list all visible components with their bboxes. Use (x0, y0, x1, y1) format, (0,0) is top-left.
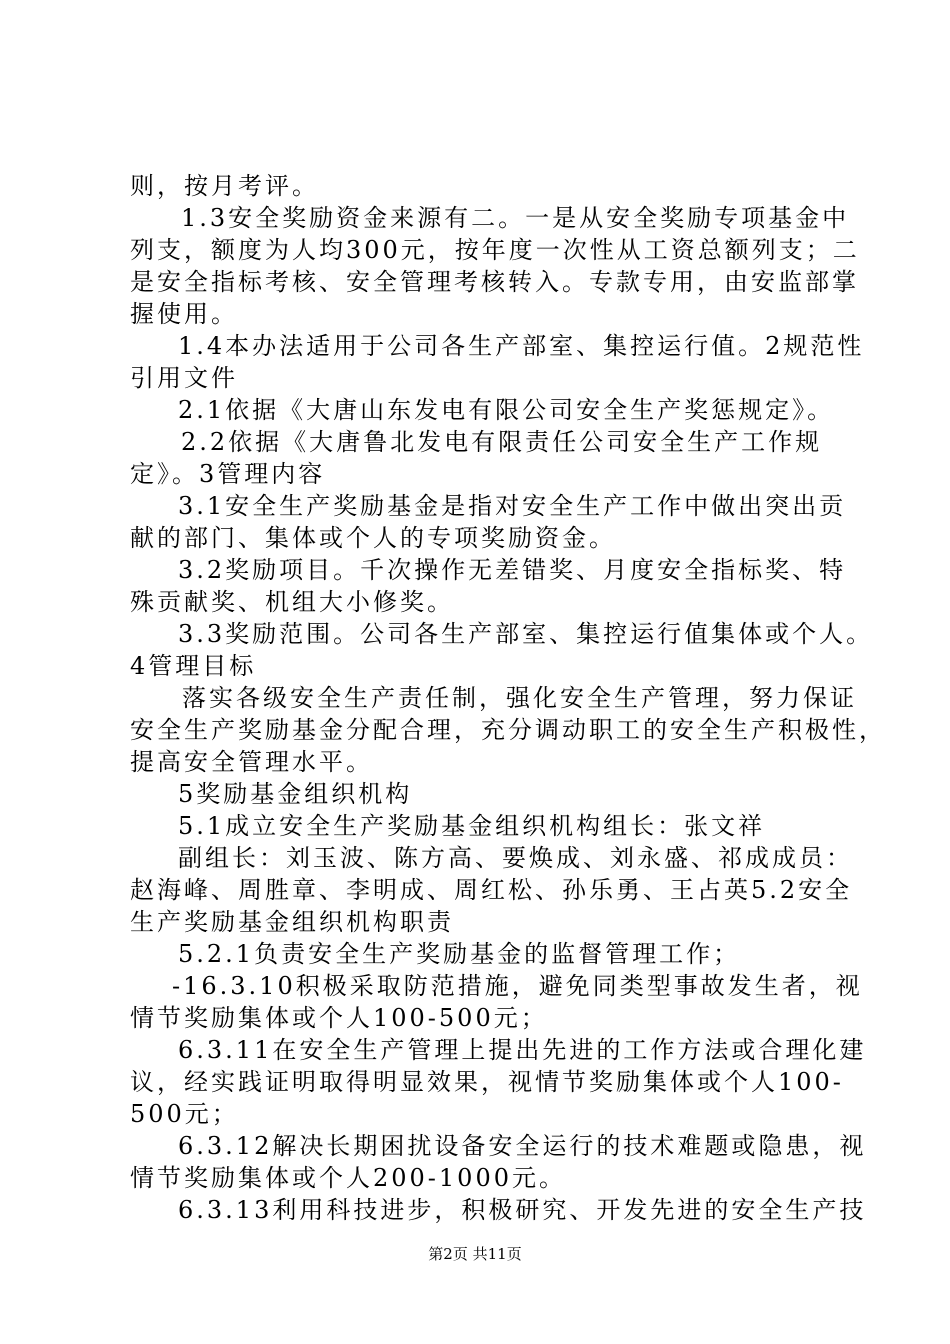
text-line: 5.2.1负责安全生产奖励基金的监督管理工作； (178, 940, 741, 968)
text-line: 引用文件 (130, 364, 238, 392)
text-line: 6.3.12解决长期困扰设备安全运行的技术难题或隐患，视 (178, 1132, 867, 1160)
text-line: -16.3.10积极采取防范措施，避免同类型事故发生者，视 (172, 972, 863, 1000)
text-line: 生产奖励基金组织机构职责 (130, 908, 454, 936)
text-line: 殊贡献奖、机组大小修奖。 (130, 588, 454, 616)
text-line: 列支，额度为人均300元，按年度一次性从工资总额列支；二 (130, 236, 860, 264)
text-line: 3.2奖励项目。千次操作无差错奖、月度安全指标奖、特 (178, 556, 847, 584)
text-line: 3.1安全生产奖励基金是指对安全生产工作中做出突出贡 (178, 492, 847, 520)
text-line: 安全生产奖励基金分配合理，充分调动职工的安全生产积极性， (130, 716, 886, 744)
text-line: 则，按月考评。 (130, 172, 319, 200)
text-line: 落实各级安全生产责任制，强化安全生产管理，努力保证 (182, 684, 857, 712)
text-line: 6.3.13利用科技进步，积极研究、开发先进的安全生产技 (178, 1196, 867, 1224)
text-line: 2.1依据《大唐山东发电有限公司安全生产奖惩规定》。 (178, 396, 835, 424)
text-line: 情节奖励集体或个人100-500元； (130, 1004, 548, 1032)
text-line: 情节奖励集体或个人200-1000元。 (130, 1164, 566, 1192)
text-line: 定》。3管理内容 (130, 460, 326, 488)
text-line: 5.1成立安全生产奖励基金组织机构组长：张文祥 (178, 812, 766, 840)
text-line: 5奖励基金组织机构 (178, 780, 413, 808)
text-line: 1.4本办法适用于公司各生产部室、集控运行值。2规范性 (178, 332, 865, 360)
text-line: 4管理目标 (130, 652, 257, 680)
text-line: 握使用。 (130, 300, 238, 328)
text-line: 3.3奖励范围。公司各生产部室、集控运行值集体或个人。 (178, 620, 874, 648)
text-line: 2.2依据《大唐鲁北发电有限责任公司安全生产工作规 (181, 428, 823, 456)
text-line: 500元； (130, 1100, 239, 1128)
text-line: 是安全指标考核、安全管理考核转入。专款专用，由安监部掌 (130, 268, 859, 296)
text-line: 献的部门、集体或个人的专项奖励资金。 (130, 524, 616, 552)
text-line: 议，经实践证明取得明显效果，视情节奖励集体或个人100- (130, 1068, 844, 1096)
text-line: 6.3.11在安全生产管理上提出先进的工作方法或合理化建 (178, 1036, 867, 1064)
text-line: 提高安全管理水平。 (130, 748, 373, 776)
text-line: 1.3安全奖励资金来源有二。一是从安全奖励专项基金中 (181, 204, 850, 232)
text-line: 赵海峰、周胜章、李明成、周红松、孙乐勇、王占英5.2安全 (130, 876, 853, 904)
text-line: 副组长：刘玉波、陈方高、要焕成、刘永盛、祁成成员： (178, 844, 853, 872)
page-number: 第2页 共11页 (428, 1245, 522, 1263)
